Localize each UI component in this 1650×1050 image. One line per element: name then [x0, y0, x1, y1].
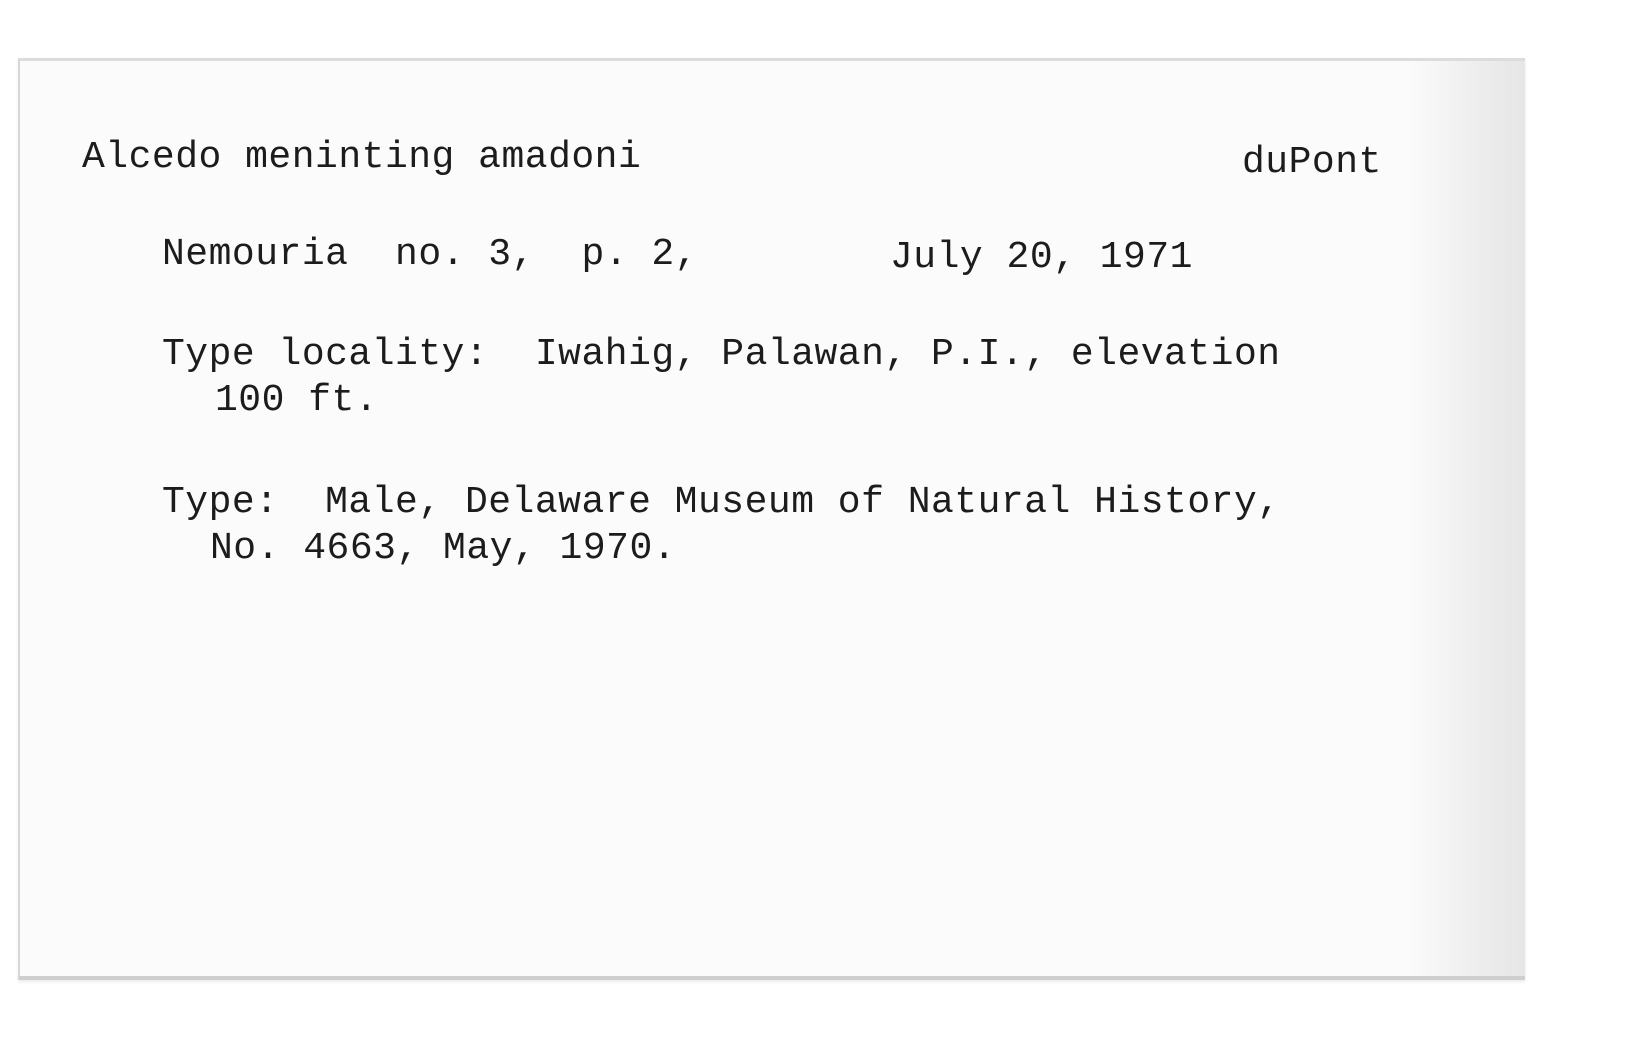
publication-date: July 20, 1971 [890, 236, 1193, 279]
type-locality-line-1: Type locality: Iwahig, Palawan, P.I., elevation [162, 333, 1281, 376]
card-edge-shadow [1410, 61, 1525, 976]
publication-reference: Nemouria no. 3, p. 2, [162, 233, 698, 276]
species-name: Alcedo meninting amadoni [82, 136, 642, 179]
index-card [18, 58, 1525, 980]
type-specimen-line-1: Type: Male, Delaware Museum of Natural History, [162, 481, 1281, 524]
type-locality-line-2: 100 ft. [215, 379, 379, 422]
author-name: duPont [1242, 141, 1382, 184]
type-specimen-line-2: No. 4663, May, 1970. [210, 527, 677, 570]
